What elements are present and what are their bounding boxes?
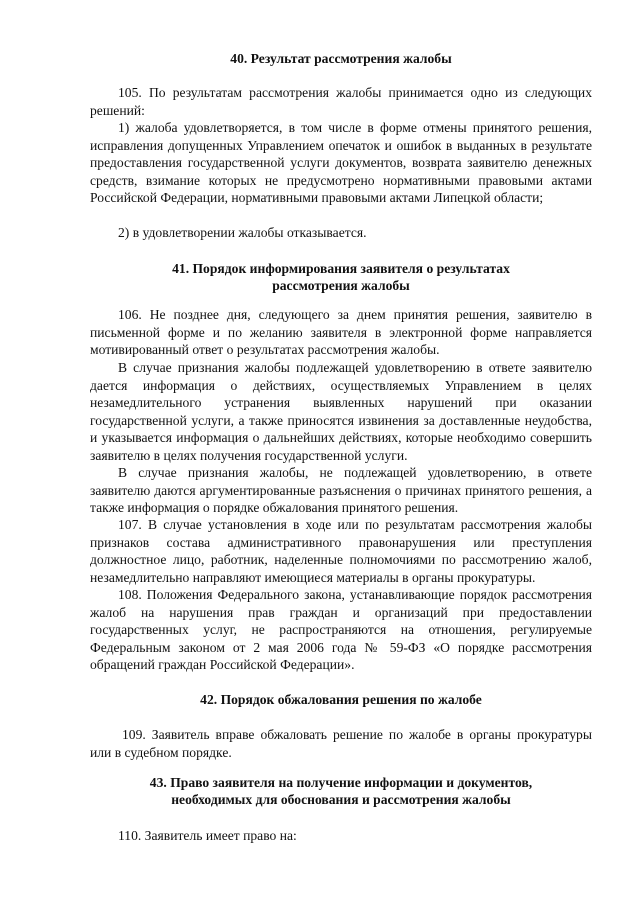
section-heading-43-line1: 43. Право заявителя на получение информации и документов, [149, 775, 533, 790]
section-heading-40: 40. Результат рассмотрения жалобы [230, 51, 452, 66]
paragraph-110: 110. Заявитель имеет право на: [118, 828, 297, 843]
section-heading-43 [90, 774, 592, 808]
section-heading-41-line1: 41. Порядок информирования заявителя о результатах [172, 261, 510, 276]
paragraph-106: 106. Не позднее дня, следующего за днем принятия решения, заявителю в письменной форме и по желанию заявителя в электронной форме направляется мотивированный ответ о результатах рассмотрения жалобы. [90, 307, 592, 357]
paragraph-109: 109. Заявитель вправе обжаловать решение по жалобе в органы прокуратуры или в судебном порядке. [90, 727, 592, 760]
paragraph-108: 108. Положения Федерального закона, устанавливающие порядок рассмотрения жалоб на нарушения прав граждан и организаций при предоставлении государственных услуг, не распространяются на отношения, регулируемые Федеральным законом от 2 мая 2006 года № 59-ФЗ «О порядке рассмотрения обращений граждан Российской Федерации». [90, 587, 592, 672]
paragraph-107: 107. В случае установления в ходе или по результатам рассмотрения жалобы признаков состава административного правонарушения или преступления должностное лицо, работник, наделенные полномочиями по рассмотрению жалоб, незамедлительно направляют имеющиеся материалы в органы прокуратуры. [90, 517, 592, 585]
section-heading-43-line2: необходимых для обоснования и рассмотрения жалобы [171, 792, 511, 807]
paragraph-105: 105. По результатам рассмотрения жалобы принимается одно из следующих решений: [90, 85, 592, 118]
paragraph-106-satisfied: В случае признания жалобы подлежащей удовлетворению в ответе заявителю дается информация о действиях, осуществляемых Управлением в целях незамедлительного устранения выявленных нарушений при оказании государственной услуги, а также приносятся извинения за доставленные неудобства, и указывается информация о дальнейших действиях, которые необходимо совершить заявителю в целях получения государственной услуги. [90, 360, 592, 463]
paragraph-106-rejected: В случае признания жалобы, не подлежащей удовлетворению, в ответе заявителю даются аргументированные разъяснения о причинах принятого решения, а также информация о порядке обжалования принятого решения. [90, 465, 592, 515]
section-heading-42: 42. Порядок обжалования решения по жалобе [200, 692, 482, 707]
paragraph-105-item-2: 2) в удовлетворении жалобы отказывается. [118, 225, 367, 240]
section-heading-41-line2: рассмотрения жалобы [272, 278, 410, 293]
paragraph-105-item-1: 1) жалоба удовлетворяется, в том числе в форме отмены принятого решения, исправления допущенных Управлением опечаток и ошибок в выданных в результате предоставления государственной услуги документов, возврата заявителю денежных средств, взимание которых не предусмотрено нормативными правовыми актами Российской Федерации, нормативными правовыми актами Липецкой области; [90, 120, 592, 205]
section-heading-41 [90, 260, 592, 294]
